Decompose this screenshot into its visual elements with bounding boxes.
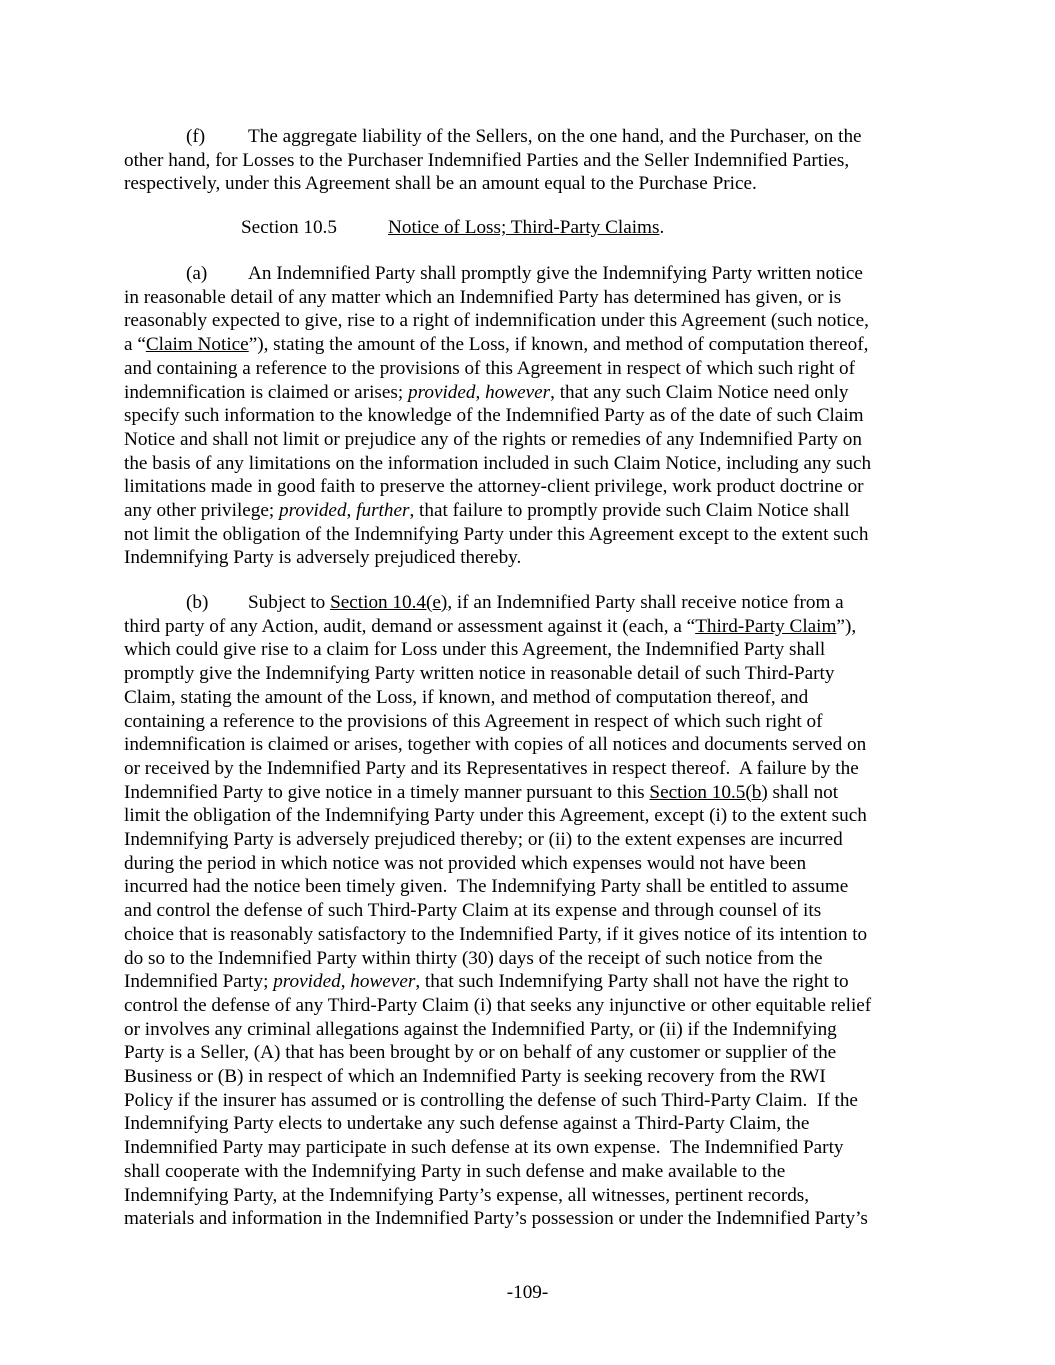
paragraph-line: Indemnifying Party is adversely prejudiced thereby. [124,547,522,569]
paragraph-line: (b) Subject to Section 10.4(e), if an Indemnified Party shall receive notice from a [186,592,844,613]
paragraph-line: promptly give the Indemnifying Party written notice in reasonable detail of such Third-Party [124,663,835,685]
section-number: Section 10.5 [241,217,337,238]
cross-reference: Section 10.5(b) [649,781,768,803]
cross-reference: Section 10.4(e) [330,592,448,613]
paragraph-label: (a) [186,263,208,284]
defined-term: Third-Party Claim [695,615,837,637]
paragraph-line: limitations made in good faith to preserve the attorney-client privilege, work product doctrine or [124,476,864,498]
paragraph-line: Notice and shall not limit or prejudice any of the rights or remedies of any Indemnified Party on [124,428,862,450]
paragraph-f [124,125,936,196]
paragraph-line: limit the obligation of the Indemnifying Party under this Agreement, except (i) to the extent such [124,805,867,827]
paragraph-line: or involves any criminal allegations against the Indemnified Party, or (ii) if the Indemnifying [124,1018,837,1040]
paragraph-line: specify such information to the knowledge of the Indemnified Party as of the date of such Claim [124,405,864,427]
paragraph-line: not limit the obligation of the Indemnifying Party under this Agreement except to the extent such [124,523,869,545]
section-heading: Section 10.5 Notice of Loss; Third-Party Claims. [241,217,665,238]
paragraph-line: containing a reference to the provisions of this Agreement in respect of which such right of [124,710,823,732]
paragraph-line: materials and information in the Indemnified Party’s possession or under the Indemnified Party’s [124,1208,868,1230]
paragraph-line: control the defense of any Third-Party Claim (i) that seeks any injunctive or other equitable relief [124,994,872,1016]
paragraph-line: Indemnified Party; provided, however, that such Indemnifying Party shall not have the right to [124,971,849,993]
paragraph-line: (a) An Indemnified Party shall promptly give the Indemnifying Party written notice [186,263,863,284]
paragraph-line: a “Claim Notice”), stating the amount of the Loss, if known, and method of computation thereof, [124,334,869,356]
paragraph-label: (f) [186,126,206,147]
paragraph-line: or received by the Indemnified Party and its Representatives in respect thereof. A failure by the [124,757,859,779]
paragraph-line: Indemnified Party may participate in such defense at its own expense. The Indemnified Party [124,1137,844,1159]
paragraph-line: any other privilege; provided, further, that failure to promptly provide such Claim Notice shall [124,500,850,522]
paragraph-line: during the period in which notice was not provided which expenses would not have been [124,852,807,874]
paragraph-line: (f) The aggregate liability of the Sellers, on the one hand, and the Purchaser, on the [186,126,862,147]
paragraph-line: do so to the Indemnified Party within thirty (30) days of the receipt of such notice from the [124,947,823,969]
paragraph-line: and containing a reference to the provisions of this Agreement in respect of which such right of [124,357,856,379]
paragraph-line: choice that is reasonably satisfactory to the Indemnified Party, if it gives notice of its intention to [124,923,868,945]
paragraph-line: and control the defense of such Third-Party Claim at its expense and through counsel of its [124,900,822,922]
paragraph-line: indemnification is claimed or arises; provided, however, that any such Claim Notice need only [124,381,849,403]
paragraph-line: Party is a Seller, (A) that has been brought by or on behalf of any customer or supplier of the [124,1042,837,1064]
paragraph-line: Claim, stating the amount of the Loss, if known, and method of computation thereof, and [124,686,809,708]
paragraph-line: Indemnifying Party is adversely prejudiced thereby; or (ii) to the extent expenses are incurred [124,829,843,851]
paragraph-line: the basis of any limitations on the information included in such Claim Notice, including any such [124,452,872,474]
paragraph-line: third party of any Action, audit, demand or assessment against it (each, a “Third-Party Claim”), [124,615,857,637]
page-number: -109- [506,1282,549,1303]
paragraph-line: respectively, under this Agreement shall be an amount equal to the Purchase Price. [124,173,757,195]
paragraph-line: shall cooperate with the Indemnifying Party in such defense and make available to the [124,1160,786,1182]
paragraph-line: indemnification is claimed or arises, together with copies of all notices and documents served on [124,734,867,756]
paragraph-line: Policy if the insurer has assumed or is controlling the defense of such Third-Party Claim. If the [124,1089,858,1111]
paragraph-label: (b) [186,592,209,613]
paragraph-line: Indemnifying Party, at the Indemnifying Party’s expense, all witnesses, pertinent records, [124,1184,810,1206]
paragraph-line: Indemnified Party to give notice in a timely manner pursuant to this Section 10.5(b) shall not [124,781,839,803]
paragraph-line: in reasonable detail of any matter which an Indemnified Party has determined has given, or is [124,286,842,308]
paragraph-a [124,262,936,570]
paragraph-line: reasonably expected to give, rise to a right of indemnification under this Agreement (such notice, [124,310,869,332]
paragraph-line: Indemnifying Party elects to undertake any such defense against a Third-Party Claim, the [124,1113,810,1135]
paragraph-line: other hand, for Losses to the Purchaser Indemnified Parties and the Seller Indemnified Parties, [124,149,850,171]
paragraph-line: Business or (B) in respect of which an Indemnified Party is seeking recovery from the RWI [124,1066,826,1088]
section-title: Notice of Loss; Third-Party Claims [388,217,660,238]
paragraph-line: incurred had the notice been timely given. The Indemnifying Party shall be entitled to assume [124,876,849,898]
paragraph-b [124,591,936,1231]
defined-term: Claim Notice [145,334,249,356]
paragraph-line: which could give rise to a claim for Loss under this Agreement, the Indemnified Party shall [124,639,826,661]
